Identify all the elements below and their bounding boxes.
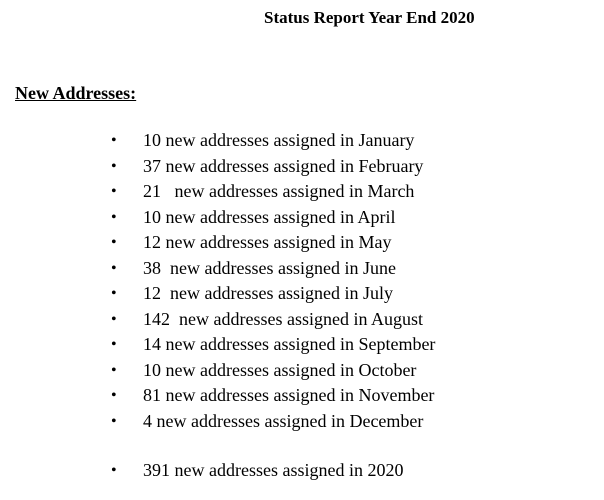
list-item-text: 21 new addresses assigned in March: [143, 181, 415, 201]
bullet-icon: •: [111, 387, 117, 404]
list-item-text: 12 new addresses assigned in May: [143, 232, 392, 252]
bullet-icon: •: [111, 285, 117, 302]
bullet-icon: •: [111, 208, 117, 226]
list-item-text: 14 new addresses assigned in September: [143, 334, 436, 354]
list-item-text: 391 new addresses assigned in 2020: [143, 460, 404, 480]
bullet-icon: •: [111, 132, 117, 149]
list-item-text: 38 new addresses assigned in June: [143, 257, 396, 278]
bullet-icon: •: [111, 157, 117, 175]
bullet-icon: •: [111, 259, 117, 277]
list-item-text: 81 new addresses assigned in November: [143, 385, 435, 405]
bullet-icon: •: [111, 234, 117, 251]
bullet-icon: •: [111, 361, 117, 379]
bullet-icon: •: [111, 462, 117, 479]
section-heading-new-addresses: New Addresses:: [15, 83, 137, 103]
list-item-text: 4 new addresses assigned in December: [143, 410, 424, 431]
list-item-text: 142 new addresses assigned in August: [143, 308, 423, 329]
document-title: Status Report Year End 2020: [264, 8, 475, 27]
bullet-icon: •: [111, 336, 117, 353]
bullet-icon: •: [111, 412, 117, 430]
list-item-text: 10 new addresses assigned in October: [143, 359, 417, 380]
list-item-text: 12 new addresses assigned in July: [143, 283, 393, 303]
bullet-icon: •: [111, 310, 117, 328]
list-item-text: 10 new addresses assigned in April: [143, 206, 396, 227]
list-item-text: 37 new addresses assigned in February: [143, 155, 424, 176]
bullet-icon: •: [111, 183, 117, 200]
list-item-text: 10 new addresses assigned in January: [143, 130, 415, 150]
